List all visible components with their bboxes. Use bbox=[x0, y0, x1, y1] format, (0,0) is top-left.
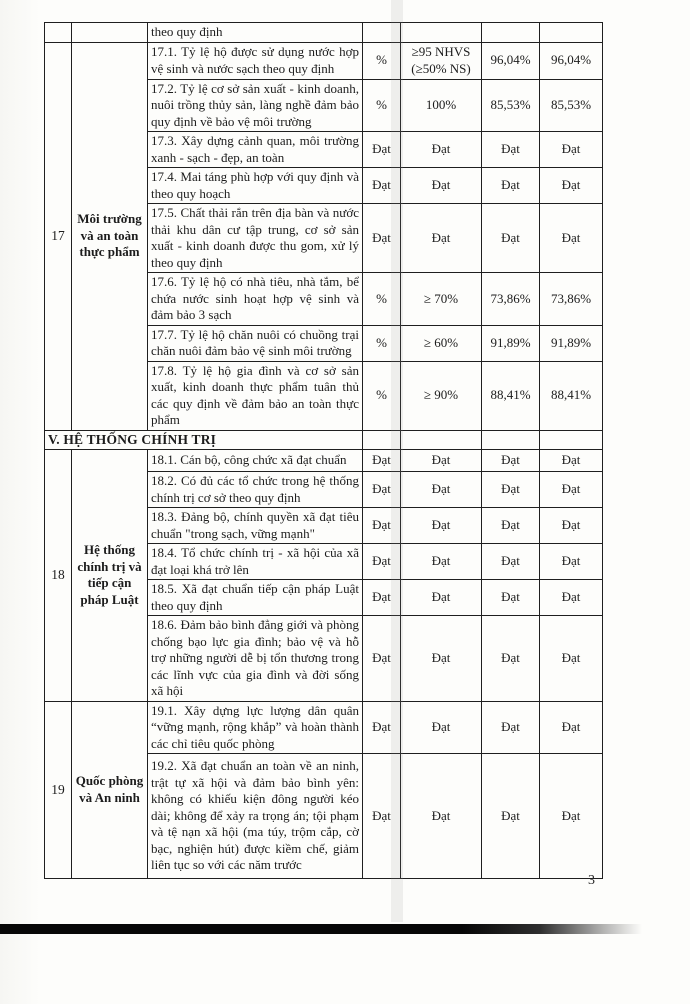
empty-cell bbox=[363, 23, 401, 43]
standard-cell: ≥ 60% bbox=[401, 325, 482, 361]
empty-cell bbox=[482, 430, 540, 450]
empty-cell bbox=[72, 23, 148, 43]
criteria-cell: 17.4. Mai táng phù hợp với quy định và theo quy hoạch bbox=[148, 168, 363, 204]
standard-cell: Đạt bbox=[401, 754, 482, 879]
standard-cell: ≥ 90% bbox=[401, 361, 482, 430]
result1-cell: Đạt bbox=[482, 168, 540, 204]
result2-cell: 91,89% bbox=[540, 325, 603, 361]
unit-cell: % bbox=[363, 42, 401, 79]
result2-cell: Đạt bbox=[540, 701, 603, 754]
result1-cell: Đạt bbox=[482, 701, 540, 754]
standard-cell: Đạt bbox=[401, 472, 482, 508]
result2-cell: Đạt bbox=[540, 132, 603, 168]
result2-cell: 73,86% bbox=[540, 273, 603, 326]
group-category: Quốc phòng và An ninh bbox=[72, 701, 148, 879]
result1-cell: Đạt bbox=[482, 450, 540, 472]
result2-cell: 85,53% bbox=[540, 79, 603, 132]
standard-cell: Đạt bbox=[401, 701, 482, 754]
standard-cell: Đạt bbox=[401, 544, 482, 580]
empty-cell bbox=[540, 430, 603, 450]
criteria-cell: 18.3. Đảng bộ, chính quyền xã đạt tiêu chuẩn "trong sạch, vững mạnh" bbox=[148, 508, 363, 544]
section-heading: V. HỆ THỐNG CHÍNH TRỊ bbox=[45, 430, 363, 450]
group-number: 17 bbox=[45, 42, 72, 430]
result2-cell: Đạt bbox=[540, 204, 603, 273]
group-category: Môi trường và an toàn thực phẩm bbox=[72, 42, 148, 430]
result2-cell: Đạt bbox=[540, 472, 603, 508]
table-row bbox=[45, 450, 603, 472]
result1-cell: Đạt bbox=[482, 544, 540, 580]
table-row bbox=[45, 42, 603, 79]
result1-cell: Đạt bbox=[482, 754, 540, 879]
table-row bbox=[45, 701, 603, 754]
criteria-cell: 17.5. Chất thải rắn trên địa bàn và nước thải khu dân cư tập trung, cơ sở sản xuất - kinh doanh được thu gom, xử lý theo quy định bbox=[148, 204, 363, 273]
unit-cell: % bbox=[363, 325, 401, 361]
standard-cell: ≥ 70% bbox=[401, 273, 482, 326]
result1-cell: Đạt bbox=[482, 132, 540, 168]
standard-cell: 100% bbox=[401, 79, 482, 132]
unit-cell: % bbox=[363, 79, 401, 132]
unit-cell: Đạt bbox=[363, 580, 401, 616]
standard-cell: Đạt bbox=[401, 204, 482, 273]
unit-cell: Đạt bbox=[363, 472, 401, 508]
criteria-cell: theo quy định bbox=[148, 23, 363, 43]
unit-cell: Đạt bbox=[363, 616, 401, 702]
criteria-cell: 18.5. Xã đạt chuẩn tiếp cận pháp Luật theo quy định bbox=[148, 580, 363, 616]
result1-cell: Đạt bbox=[482, 204, 540, 273]
result2-cell: 88,41% bbox=[540, 361, 603, 430]
result2-cell: Đạt bbox=[540, 580, 603, 616]
standard-cell: Đạt bbox=[401, 580, 482, 616]
unit-cell: % bbox=[363, 361, 401, 430]
empty-cell bbox=[540, 23, 603, 43]
empty-cell bbox=[401, 430, 482, 450]
standard-cell: Đạt bbox=[401, 132, 482, 168]
criteria-cell: 19.2. Xã đạt chuẩn an toàn về an ninh, trật tự xã hội và đảm bảo bình yên: không có khiếu kiện đông người kéo dài; không để xảy ra trọng án; tội phạm và tệ nạn xã hội (ma túy, trộm cắp, cờ bạc, nghiện hút) được kiềm chế, giảm liên tục so với các năm trước bbox=[148, 754, 363, 879]
table-row bbox=[45, 23, 603, 43]
scan-edge-shadow bbox=[0, 924, 642, 934]
result1-cell: Đạt bbox=[482, 580, 540, 616]
result2-cell: Đạt bbox=[540, 508, 603, 544]
criteria-cell: 17.8. Tỷ lệ hộ gia đình và cơ sở sản xuất, kinh doanh thực phẩm tuân thủ các quy định về đảm bảo an toàn thực phẩm bbox=[148, 361, 363, 430]
result2-cell: Đạt bbox=[540, 544, 603, 580]
empty-cell bbox=[45, 23, 72, 43]
unit-cell: Đạt bbox=[363, 132, 401, 168]
result1-cell: 88,41% bbox=[482, 361, 540, 430]
unit-cell: Đạt bbox=[363, 450, 401, 472]
criteria-cell: 18.2. Có đủ các tổ chức trong hệ thống chính trị cơ sở theo quy định bbox=[148, 472, 363, 508]
result2-cell: 96,04% bbox=[540, 42, 603, 79]
criteria-cell: 17.1. Tỷ lệ hộ được sử dụng nước hợp vệ sinh và nước sạch theo quy định bbox=[148, 42, 363, 79]
result2-cell: Đạt bbox=[540, 616, 603, 702]
result1-cell: 73,86% bbox=[482, 273, 540, 326]
result1-cell: Đạt bbox=[482, 508, 540, 544]
group-number: 18 bbox=[45, 450, 72, 702]
empty-cell bbox=[363, 430, 401, 450]
result1-cell: 91,89% bbox=[482, 325, 540, 361]
unit-cell: Đạt bbox=[363, 508, 401, 544]
result2-cell: Đạt bbox=[540, 754, 603, 879]
criteria-cell: 19.1. Xây dựng lực lượng dân quân “vững mạnh, rộng khắp” và hoàn thành các chỉ tiêu quốc phòng bbox=[148, 701, 363, 754]
criteria-cell: 17.2. Tỷ lệ cơ sở sản xuất - kinh doanh, nuôi trồng thủy sản, làng nghề đảm bảo quy định về bảo vệ môi trường bbox=[148, 79, 363, 132]
result1-cell: 96,04% bbox=[482, 42, 540, 79]
standard-cell: Đạt bbox=[401, 168, 482, 204]
criteria-cell: 17.3. Xây dựng cảnh quan, môi trường xanh - sạch - đẹp, an toàn bbox=[148, 132, 363, 168]
unit-cell: Đạt bbox=[363, 168, 401, 204]
standard-cell: Đạt bbox=[401, 508, 482, 544]
unit-cell: Đạt bbox=[363, 701, 401, 754]
unit-cell: % bbox=[363, 273, 401, 326]
result1-cell: 85,53% bbox=[482, 79, 540, 132]
group-number: 19 bbox=[45, 701, 72, 879]
criteria-cell: 18.6. Đảm bảo bình đẳng giới và phòng chống bạo lực gia đình; bảo vệ và hỗ trợ những người dễ bị tổn thương trong các lĩnh vực của gia đình và đời sống xã hội bbox=[148, 616, 363, 702]
table-row bbox=[45, 430, 603, 450]
result1-cell: Đạt bbox=[482, 616, 540, 702]
unit-cell: Đạt bbox=[363, 204, 401, 273]
result1-cell: Đạt bbox=[482, 472, 540, 508]
result2-cell: Đạt bbox=[540, 168, 603, 204]
empty-cell bbox=[482, 23, 540, 43]
criteria-cell: 17.7. Tỷ lệ hộ chăn nuôi có chuồng trại chăn nuôi đảm bảo vệ sinh môi trường bbox=[148, 325, 363, 361]
standard-cell: Đạt bbox=[401, 450, 482, 472]
group-category: Hệ thống chính trị và tiếp cận pháp Luật bbox=[72, 450, 148, 702]
criteria-cell: 17.6. Tỷ lệ hộ có nhà tiêu, nhà tắm, bể chứa nước sinh hoạt hợp vệ sinh và đảm bảo 3 sạch bbox=[148, 273, 363, 326]
unit-cell: Đạt bbox=[363, 754, 401, 879]
standard-cell: ≥95 NHVS (≥50% NS) bbox=[401, 42, 482, 79]
unit-cell: Đạt bbox=[363, 544, 401, 580]
page-number: 3 bbox=[588, 873, 595, 888]
criteria-cell: 18.1. Cán bộ, công chức xã đạt chuẩn bbox=[148, 450, 363, 472]
criteria-cell: 18.4. Tổ chức chính trị - xã hội của xã đạt loại khá trở lên bbox=[148, 544, 363, 580]
empty-cell bbox=[401, 23, 482, 43]
standard-cell: Đạt bbox=[401, 616, 482, 702]
result2-cell: Đạt bbox=[540, 450, 603, 472]
criteria-table bbox=[44, 22, 603, 879]
